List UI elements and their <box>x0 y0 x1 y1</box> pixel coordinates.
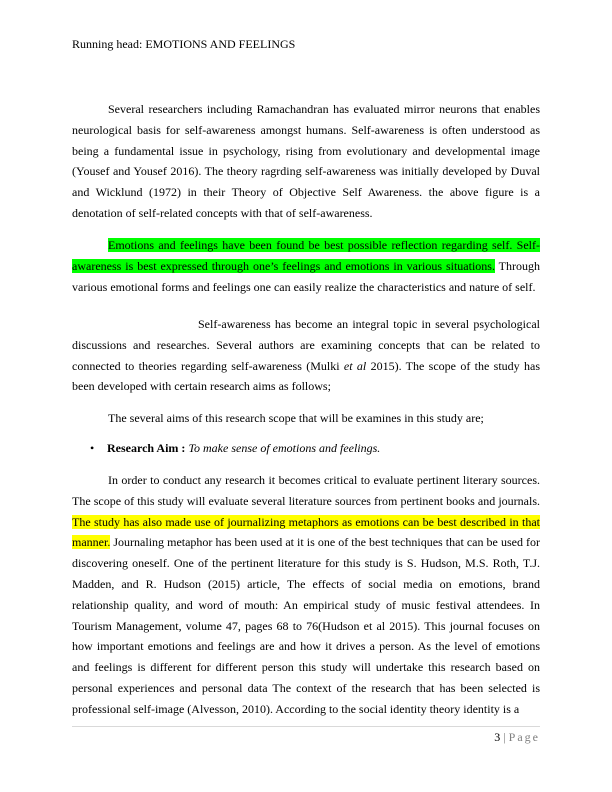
footer-separator: | <box>503 730 506 744</box>
running-head: Running head: EMOTIONS AND FEELINGS <box>72 37 296 51</box>
paragraph-text: 2015). The scope of the study has been developed with certain research aims as follows; <box>72 358 540 394</box>
research-aim-label: Research Aim : <box>107 441 186 455</box>
page-footer <box>494 730 540 744</box>
page-number: 3 <box>494 730 501 744</box>
footer-divider <box>72 726 540 727</box>
paragraph-aims-intro: The several aims of this research scope that will be examines in this study are; <box>108 411 484 425</box>
paragraph-text: Self-awareness has become an integral topic in several psychological discussions and researches. Several authors are examining concepts that can be related to connected to theories regarding self-awareness (Mulki <box>72 317 540 373</box>
research-aim-bullet <box>90 438 540 459</box>
bullet-symbol: • <box>90 441 95 455</box>
paragraph-literature-review <box>72 470 540 720</box>
research-aim-text: To make sense of emotions and feelings. <box>188 441 381 455</box>
page-label: Page <box>508 730 540 744</box>
paragraph-mirror-neurons: Several researchers including Ramachandran has evaluated mirror neurons that enables neurological basis for self-awareness amongst humans. Self-awareness is often understood as being a fundamental issue in psychology, rising from evolutionary and developmental image (Yousef and Yousef 2016). The theory ragrding self-awareness was initially developed by Duval and Wicklund (1972) in their Theory of Objective Self Awareness. the above figure is a denotation of self-related concepts with that of self-awareness. <box>72 102 540 220</box>
paragraph-text: Journaling metaphor has been used at it is one of the best techniques that can be used for discovering oneself. One of the pertinent literature for this study is S. Hudson, M.S. Roth, T.J. Madden, and R. Hudson (2015) article, The effects of social media on emotions, brand relationship quality, and word of mouth: An empirical study of music festival attendees. In Tourism Management, volume 47, pages 68 to 76(Hudson et al 2015). This journal focuses on how important emotions and feelings are and how it drives a person. As the level of emotions and feelings is different for different person this study will undertake this research based on personal experiences and personal data The context of the research that has been selected is professional self-image (Alvesson, 2010). According to the social identity theory identity is a <box>72 535 540 716</box>
paragraph-text: In order to conduct any research it becomes critical to evaluate pertinent literary sources. The scope of this study will evaluate several literature sources from pertinent books and journals. <box>72 473 540 508</box>
italic-et-al: et al <box>343 358 367 373</box>
yellow-highlighted-text: The study has also made use of journalizing metaphors as emotions can be best described in that manner. <box>72 514 540 550</box>
paragraph-text: Through various emotional forms and feelings one can easily realize the characteristics and nature of self. <box>72 258 541 294</box>
paragraph-emotions-feelings <box>72 235 540 297</box>
paragraph-self-awareness-topic <box>72 314 540 397</box>
green-highlighted-text: Emotions and feelings have been found be best possible reflection regarding self. Self-awareness is best expressed through one’s feelings and emotions in various situations. <box>72 238 540 273</box>
